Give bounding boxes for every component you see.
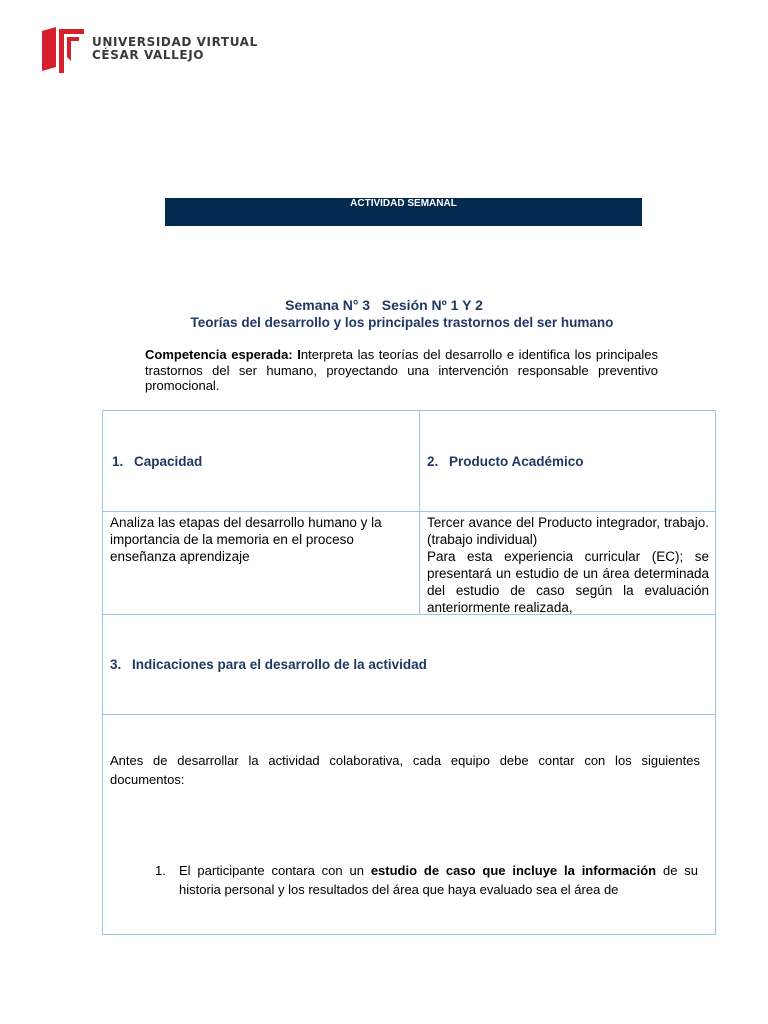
logo-text <box>92 36 258 62</box>
capacidad-content-cell <box>102 511 420 615</box>
banner-label: ACTIVIDAD SEMANAL <box>350 198 457 209</box>
competencia-text: nterpreta las teorías del desarrollo e identifica los principales trastornos del ser humano, proyectando una intervención responsable preventivo promocional. <box>145 347 658 393</box>
competencia-first-letter: I <box>297 347 301 362</box>
indicaciones-number: 3. <box>110 657 122 672</box>
producto-header-cell <box>419 410 716 512</box>
capacidad-header-cell <box>102 410 420 512</box>
ucv-shield-icon <box>42 27 84 75</box>
university-logo <box>42 27 262 75</box>
producto-number: 2. <box>427 454 439 469</box>
session-title: Semana N° 3 Sesión Nº 1 Y 2 <box>285 297 483 313</box>
list-item-text-pre: El participante contara con un <box>179 863 371 878</box>
list-item-number: 1. <box>155 863 166 878</box>
list-item-text-bold: estudio de caso que incluye la información <box>370 863 657 878</box>
capacidad-text: Analiza las etapas del desarrollo humano y la importancia de la memoria en el proceso enseñanza aprendizaje <box>110 515 382 564</box>
indicaciones-intro: Antes de desarrollar la actividad colaborativa, cada equipo debe contar con los siguientes documentos: <box>110 753 700 787</box>
logo-line-2: CÉSAR VALLEJO <box>92 48 205 62</box>
list-item <box>155 861 698 899</box>
activity-banner <box>165 198 642 226</box>
competencia-paragraph <box>145 347 658 394</box>
indicaciones-content-cell <box>102 714 716 935</box>
list-item-text-post: de su historia personal y los resultados del área que haya evaluado sea el área de <box>179 863 699 897</box>
producto-content-cell <box>419 511 716 615</box>
producto-text-1: Tercer avance del Producto integrador, trabajo. (trabajo individual) <box>427 515 709 547</box>
logo-line-1: UNIVERSIDAD VIRTUAL <box>92 35 258 49</box>
capacidad-number: 1. <box>112 454 124 469</box>
producto-text-2: Para esta experiencia curricular (EC); se presentará un estudio de un área determinada del estudio de caso según la evaluación anteriormente realizada, <box>427 549 709 615</box>
indicaciones-label: Indicaciones para el desarrollo de la actividad <box>132 657 427 672</box>
session-subtitle: Teorías del desarrollo y los principales trastornos del ser humano <box>190 315 614 330</box>
producto-label: Producto Académico <box>449 454 584 469</box>
competencia-label: Competencia esperada: <box>145 347 293 362</box>
indicaciones-header-cell <box>102 614 716 715</box>
capacidad-label: Capacidad <box>134 454 203 469</box>
